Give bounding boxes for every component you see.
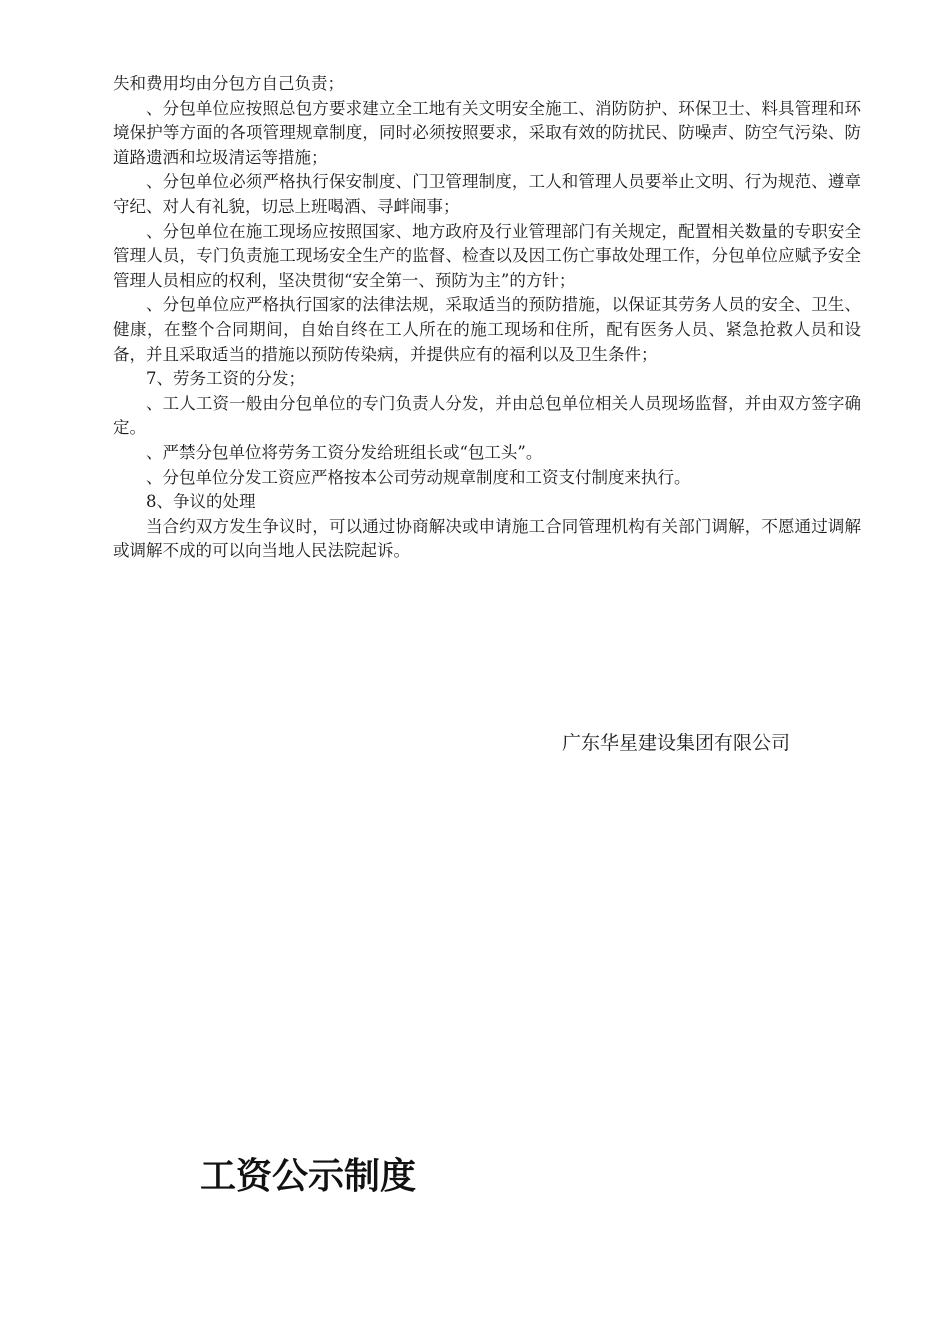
paragraph-7: 、严禁分包单位将劳务工资分发给班组长或“包工头”。 xyxy=(146,442,543,462)
paragraph-1: 、分包单位应按照总包方要求建立全工地有关文明安全施工、消防防护、环保卫士、料具管理和环境保护等方面的各项管理规章制度，同时必须按照要求，采取有效的防扰民、防噪声、防空气污染、防道路遗洒和垃圾清运等措施； xyxy=(113,98,861,167)
company-signature: 广东华星建设集团有限公司 xyxy=(562,732,791,754)
paragraph-10: 当合约双方发生争议时，可以通过协商解决或申请施工合同管理机构有关部门调解，不愿通过调解或调解不成的可以向当地人民法院起诉。 xyxy=(113,516,861,561)
paragraph-4: 、分包单位应严格执行国家的法律法规，采取适当的预防措施，以保证其劳务人员的安全、卫生、健康，在整个合同期间，自始自终在工人所在的施工现场和住所，配有医务人员、紧急抢救人员和设备，并且采取适当的措施以预防传染病，并提供应有的福利以及卫生条件； xyxy=(113,295,861,364)
paragraph-3: 、分包单位在施工现场应按照国家、地方政府及行业管理部门有关规定，配置相关数量的专职安全管理人员，专门负责施工现场安全生产的监督、检查以及因工伤亡事故处理工作，分包单位应赋予安全管理人员相应的权利，坚决贯彻“安全第一、预防为主”的方针； xyxy=(113,221,861,290)
section-title: 工资公示制度 xyxy=(200,1156,417,1197)
section-heading-wages: 7、劳务工资的分发； xyxy=(146,369,305,389)
paragraph-6: 、工人工资一般由分包单位的专门负责人分发，并由总包单位相关人员现场监督，并由双方签字确定。 xyxy=(113,393,861,438)
section-heading-disputes: 8、争议的处理 xyxy=(146,492,256,512)
document-body xyxy=(113,72,861,564)
paragraph-0: 失和费用均由分包方自己负责； xyxy=(113,74,344,93)
paragraph-8: 、分包单位分发工资应严格按本公司劳动规章制度和工资支付制度来执行。 xyxy=(146,467,691,487)
paragraph-2: 、分包单位必须严格执行保安制度、门卫管理制度，工人和管理人员要举止文明、行为规范、遵章守纪、对人有礼貌，切忌上班喝酒、寻衅闹事； xyxy=(113,172,861,216)
